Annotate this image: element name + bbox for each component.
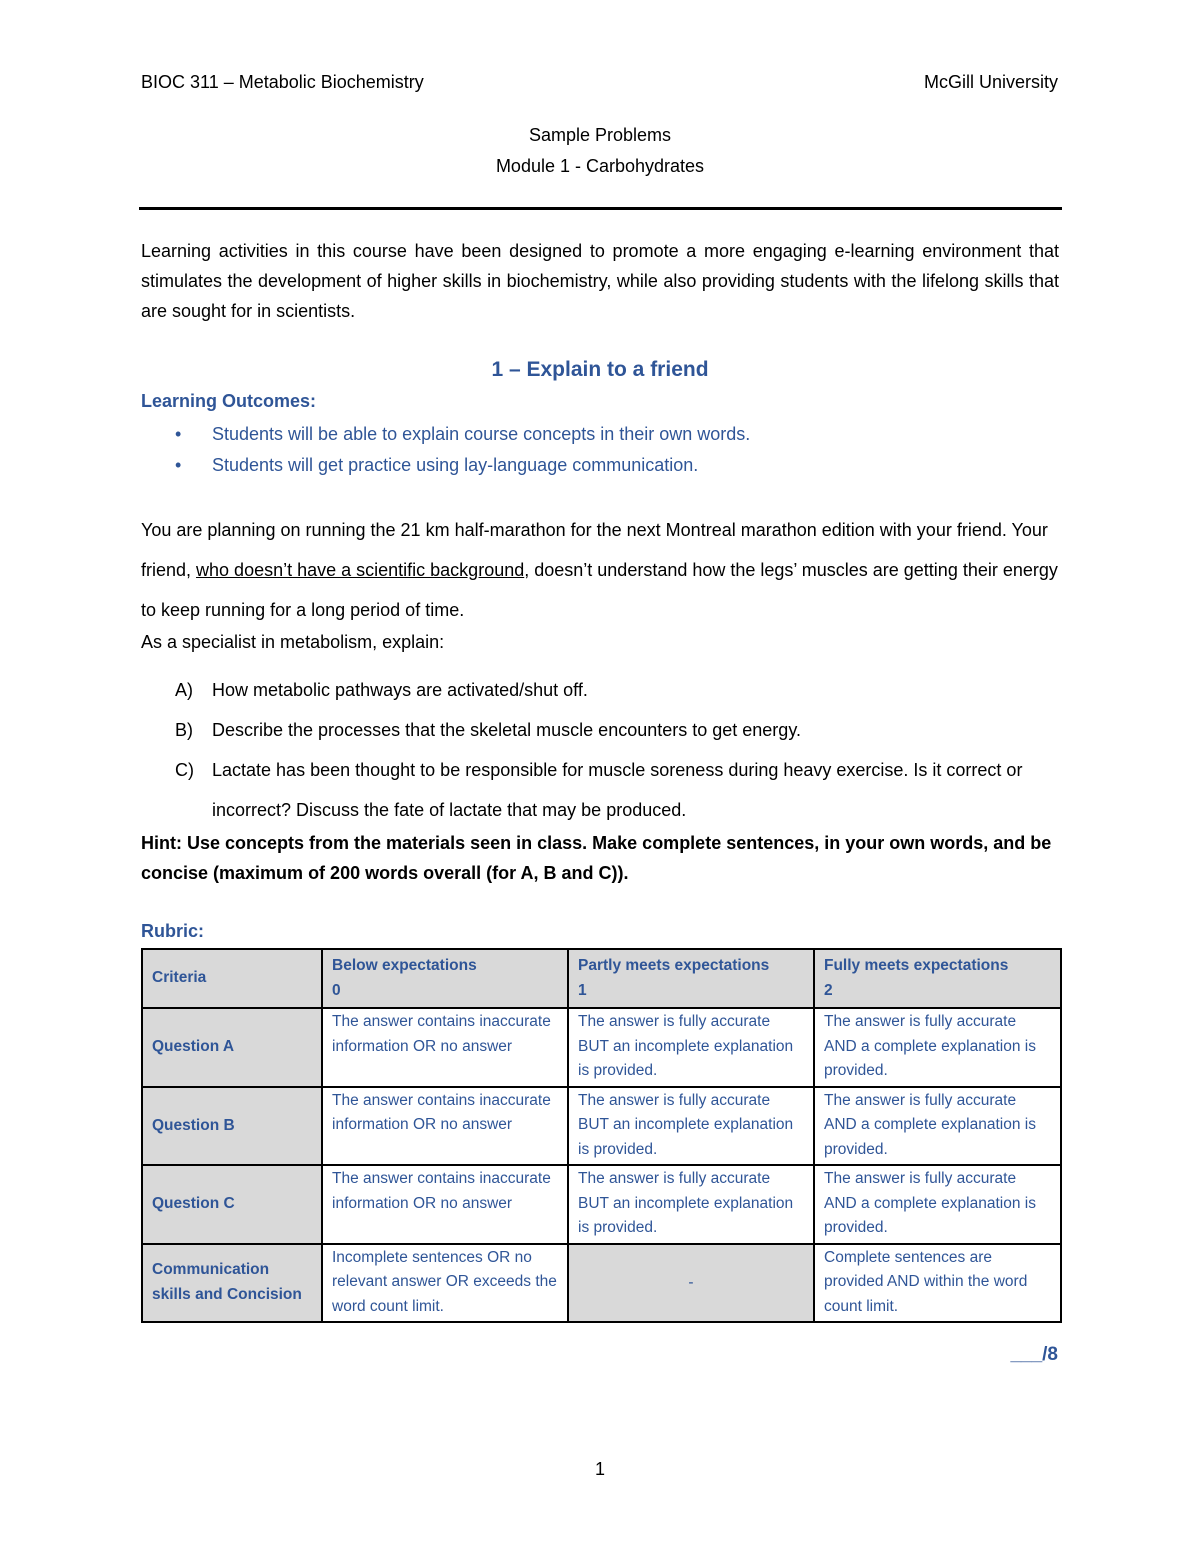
fully-label: Fully meets expectations [824,957,1009,974]
course-header: BIOC 311 – Metabolic Biochemistry [141,72,424,92]
explain-prompt: As a specialist in metabolism, explain: [141,632,445,652]
table-row [142,1244,1061,1323]
question-text: Lactate has been thought to be responsible for muscle soreness during heavy exercise. Is it correct or incorrect? Discuss the fate of lactate that may be produced. [212,760,1023,820]
table-header-row [142,949,1061,1008]
question-list [141,670,1059,830]
row-label: Communication skills and Concision [142,1244,322,1323]
hint-paragraph: Hint: Use concepts from the materials seen in class. Make complete sentences, in your own words, and be concise (maximum of 200 words overall (for A, B and C)). [141,833,1052,883]
scenario-paragraph [141,510,1059,630]
fully-score: 2 [824,981,833,999]
outcome-text: Students will be able to explain course concepts in their own words. [212,424,751,444]
below-header [322,949,568,1008]
partly-cell: The answer is fully accurate BUT an incomplete explanation is provided. [568,1165,814,1244]
partly-cell: The answer is fully accurate BUT an incomplete explanation is provided. [568,1008,814,1087]
below-cell: The answer contains inaccurate information OR no answer [322,1165,568,1244]
question-item [141,710,1059,750]
below-score: 0 [332,981,341,999]
partly-header [568,949,814,1008]
section-title: 1 – Explain to a friend [491,358,709,381]
bullet-icon: • [175,455,182,475]
criteria-header: Criteria [142,949,322,1008]
rubric-heading: Rubric: [141,921,204,941]
question-letter: C) [175,760,194,780]
module-title: Module 1 - Carbohydrates [495,156,705,176]
question-text: Describe the processes that the skeletal muscle encounters to get energy. [212,720,801,740]
partly-cell: - [568,1244,814,1323]
outcome-text: Students will get practice using lay-language communication. [212,455,699,475]
list-item [141,421,750,452]
scenario-text: , doesn’t understand how the legs’ muscles are getting their energy to keep running for a long period of time. [141,560,1058,620]
learning-outcomes-list [141,421,750,483]
question-letter: A) [175,680,193,700]
below-cell: The answer contains inaccurate information OR no answer [322,1087,568,1166]
row-label: Question C [142,1165,322,1244]
score-total: ___/8 [1010,1344,1058,1365]
page-number: 1 [594,1459,605,1479]
table-row [142,1165,1061,1244]
intro-paragraph: Learning activities in this course have been designed to promote a more engaging e-learning environment that stimulates the development of higher skills in biochemistry, while also providing students with the lifelong skills that are sought for in scientists. [141,241,1059,321]
question-letter: B) [175,720,193,740]
university-header: McGill University [923,72,1058,92]
fully-cell: The answer is fully accurate AND a complete explanation is provided. [814,1165,1061,1244]
row-label: Question A [142,1008,322,1087]
list-item [141,452,750,483]
learning-outcomes-heading: Learning Outcomes: [141,391,317,411]
scenario-text: You are planning on running the 21 km half-marathon for the next Montreal marathon edition with your friend. Your friend, [141,520,1048,580]
fully-cell: The answer is fully accurate AND a complete explanation is provided. [814,1087,1061,1166]
table-row [142,1087,1061,1166]
partly-score: 1 [578,981,587,999]
below-cell: The answer contains inaccurate information OR no answer [322,1008,568,1087]
rubric-table [141,948,1062,1323]
scenario-emphasis: who doesn’t have a scientific background [196,560,525,580]
question-text: How metabolic pathways are activated/shut off. [212,680,588,700]
fully-cell: Complete sentences are provided AND within the word count limit. [814,1244,1061,1323]
bullet-icon: • [175,424,182,444]
below-label: Below expectations [332,957,477,974]
partly-label: Partly meets expectations [578,957,770,974]
below-cell: Incomplete sentences OR no relevant answer OR exceeds the word count limit. [322,1244,568,1323]
title-divider [139,207,1062,210]
table-row [142,1008,1061,1087]
question-item [141,750,1059,830]
partly-cell: The answer is fully accurate BUT an incomplete explanation is provided. [568,1087,814,1166]
fully-cell: The answer is fully accurate AND a complete explanation is provided. [814,1008,1061,1087]
document-title: Sample Problems [528,125,672,145]
question-item [141,670,1059,710]
row-label: Question B [142,1087,322,1166]
fully-header [814,949,1061,1008]
